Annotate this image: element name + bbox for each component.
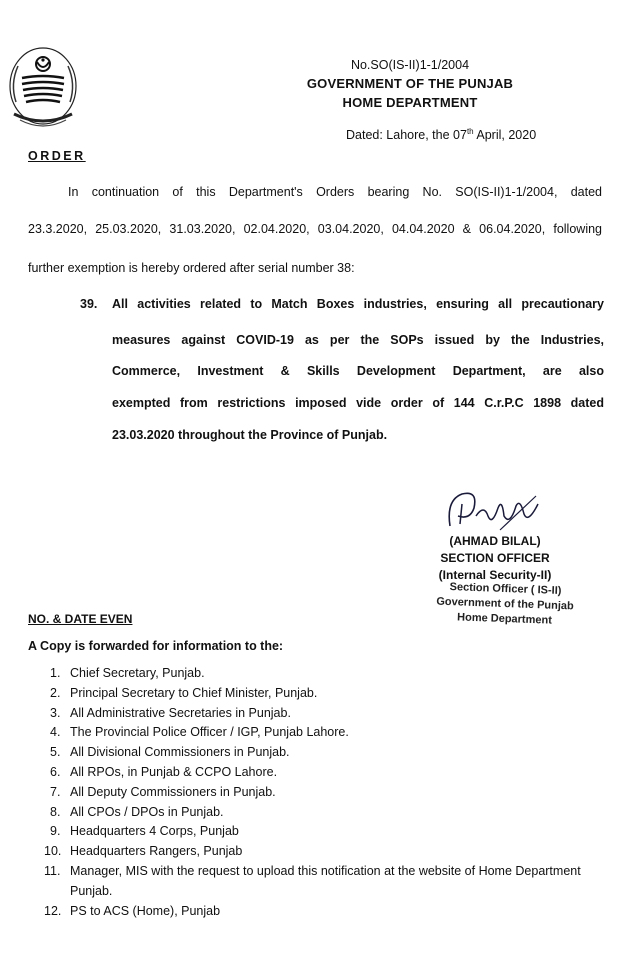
government-title: GOVERNMENT OF THE PUNJAB: [306, 76, 514, 91]
signatory-unit: (Internal Security-II): [438, 568, 552, 582]
body-line-3: further exemption is hereby ordered after serial number 38:: [28, 261, 355, 275]
list-item: 7. All Deputy Commissioners in Punjab.: [50, 784, 276, 799]
list-item: 6. All RPOs, in Punjab & CCPO Lahore.: [50, 764, 278, 779]
list-item: 8. All CPOs / DPOs in Punjab.: [50, 804, 224, 819]
signatory-name: (AHMAD BILAL): [449, 534, 541, 548]
item-line: exempted from restrictions imposed vide order of 144 C.r.P.C 1898 dated: [112, 396, 604, 410]
item-line: 23.03.2020 throughout the Province of Punjab.: [112, 428, 388, 442]
stamp-line: Home Department: [456, 611, 553, 627]
list-item: 5. All Divisional Commissioners in Punjab.: [50, 745, 290, 760]
no-date-even: NO. & DATE EVEN: [28, 612, 133, 626]
list-item: 11. Manager, MIS with the request to upload this notification at the website of Home Department Punjab.: [44, 863, 581, 898]
official-stamp: [429, 579, 580, 629]
signatory-block: [430, 533, 560, 584]
distribution-list: [28, 664, 588, 921]
item-line: Commerce, Investment & Skills Development Department, are also: [112, 364, 604, 378]
item-number: 39.: [80, 297, 98, 311]
signatory-title: SECTION OFFICER: [440, 551, 550, 565]
letterhead: [300, 56, 520, 112]
list-item: 4. The Provincial Police Officer / IGP, Punjab Lahore.: [50, 725, 349, 740]
list-item: 9. Headquarters 4 Corps, Punjab: [50, 824, 239, 839]
list-item: 12. PS to ACS (Home), Punjab: [44, 903, 221, 918]
item-line: measures against COVID-19 as per the SOPs issued by the Industries,: [112, 333, 604, 347]
copy-forward-heading: A Copy is forwarded for information to the:: [28, 639, 284, 653]
body-line-2: 23.3.2020, 25.03.2020, 31.03.2020, 02.04.2020, 03.04.2020, 04.04.2020 & 06.04.2020, following: [28, 222, 602, 236]
body-line-1: In continuation of this Department's Orders bearing No. SO(IS-II)1-1/2004, dated: [68, 185, 602, 199]
list-item: 10. Headquarters Rangers, Punjab: [44, 844, 243, 859]
list-item: 1. Chief Secretary, Punjab.: [50, 666, 205, 680]
reference-number: No.SO(IS-II)1-1/2004: [350, 58, 470, 72]
department-title: HOME DEPARTMENT: [342, 95, 478, 110]
item-line: All activities related to Match Boxes industries, ensuring all precautionary: [112, 297, 604, 311]
stamp-line: Section Officer ( IS-II): [449, 581, 562, 597]
dated-line: Dated: Lahore, the 07th April, 2020: [346, 127, 537, 143]
stamp-line: Government of the Punjab: [436, 595, 574, 613]
punjab-emblem-icon: [6, 44, 80, 132]
list-item: 2. Principal Secretary to Chief Minister, Punjab.: [50, 685, 318, 700]
list-item: 3. All Administrative Secretaries in Punjab.: [50, 705, 291, 720]
order-heading: ORDER: [28, 149, 86, 163]
